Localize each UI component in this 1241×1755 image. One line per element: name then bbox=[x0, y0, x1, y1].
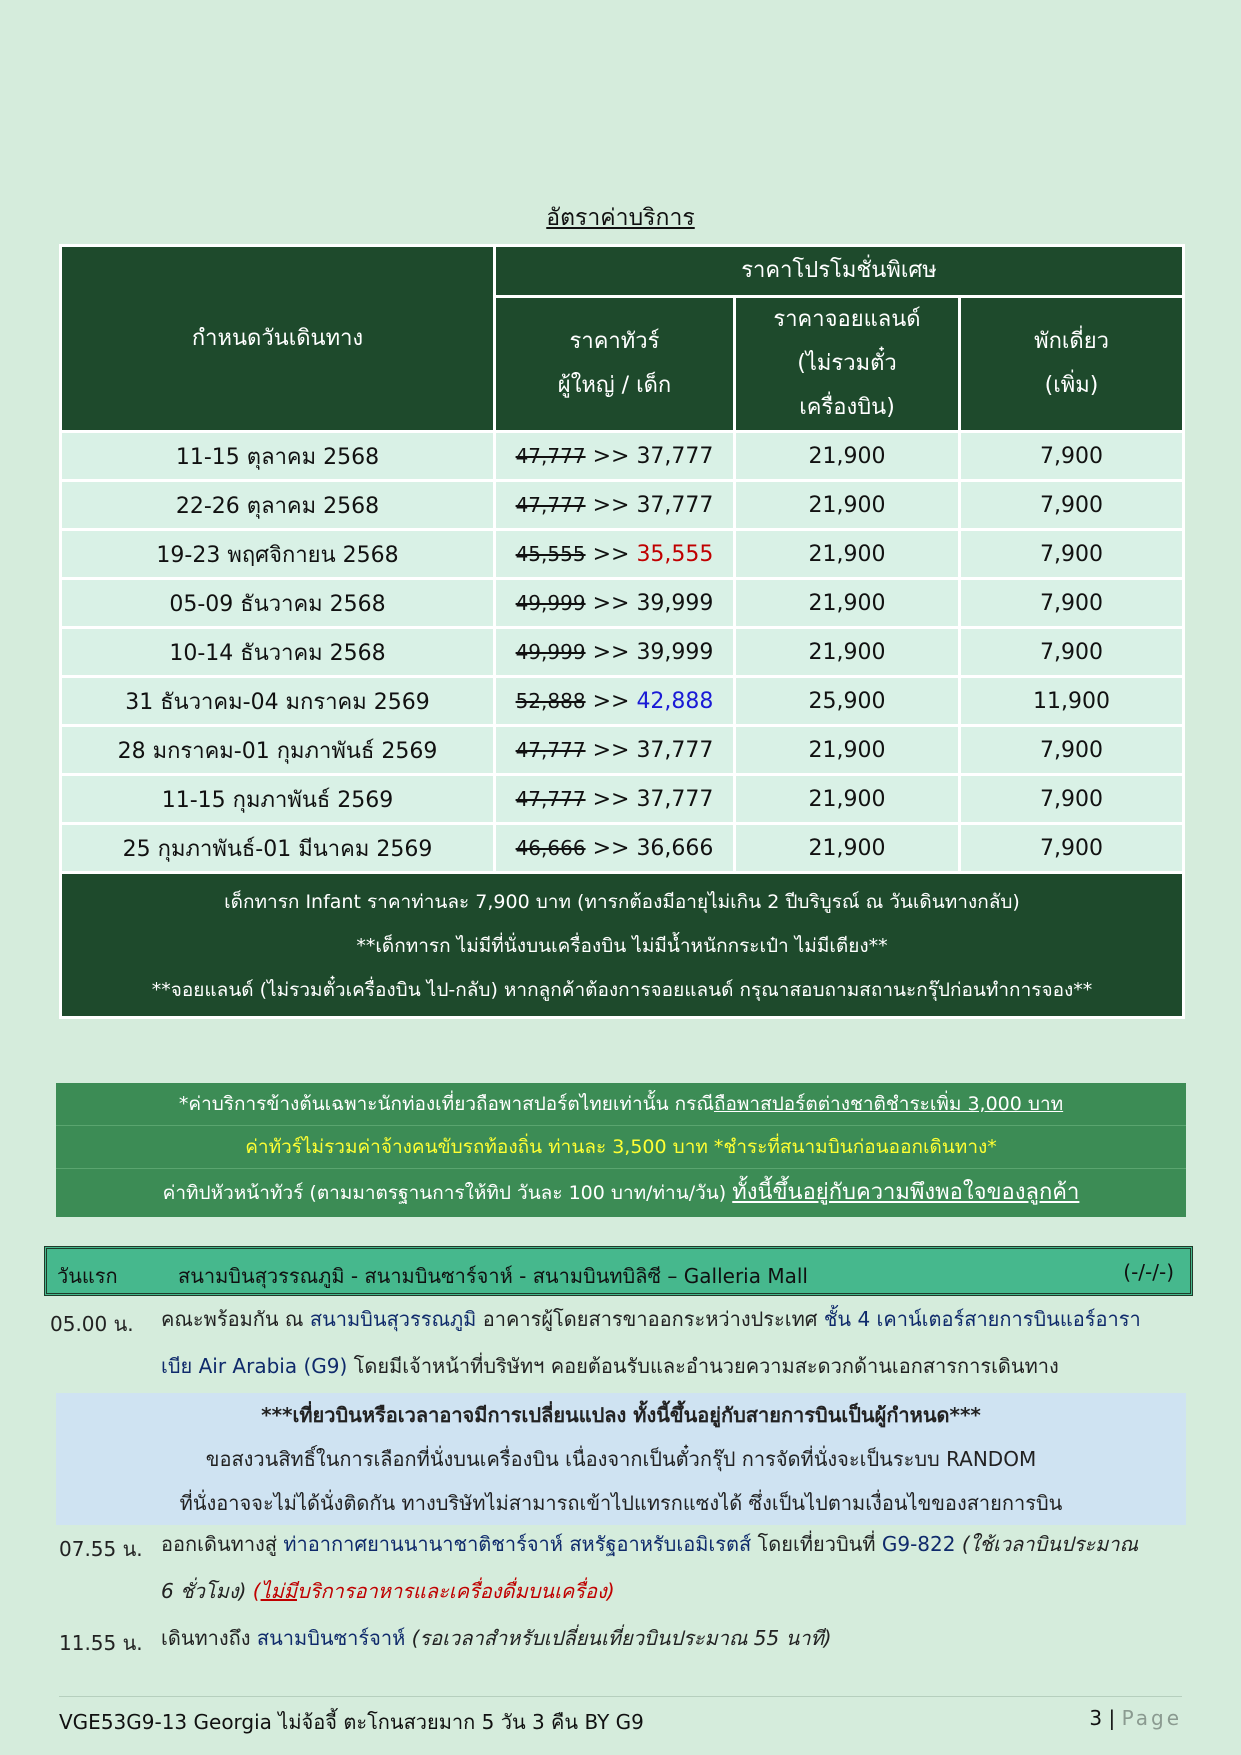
row-joinland: 21,900 bbox=[735, 824, 960, 873]
row-joinland: 21,900 bbox=[735, 481, 960, 530]
day-label: วันแรก bbox=[57, 1264, 118, 1288]
header-travel-date: กำหนดวันเดินทาง bbox=[61, 246, 495, 432]
itinerary-item-0500: คณะพร้อมกัน ณ สนามบินสุวรรณภูมิ อาคารผู้โดยสารขาออกระหว่างประเทศ ชั้น 4 เคาน์เตอร์สายการบินแอร์อารา เบีย Air Arabia (G9) โดยมีเจ้าหน้าที่บริษัทฯ คอยต้อนรับและอำนวยความสะดวกด้านเอกสารการเดินทาง bbox=[161, 1307, 1141, 1378]
row-single: 7,900 bbox=[960, 481, 1184, 530]
old-price: 52,888 bbox=[515, 688, 586, 713]
old-price: 47,777 bbox=[515, 443, 586, 468]
row-joinland: 25,900 bbox=[735, 677, 960, 726]
new-price: 37,777 bbox=[636, 443, 714, 469]
time-0500: 05.00 น. bbox=[50, 1312, 134, 1336]
table-row bbox=[61, 677, 1184, 726]
old-price: 45,555 bbox=[515, 541, 586, 566]
new-price: 39,999 bbox=[636, 639, 714, 665]
row-joinland: 21,900 bbox=[735, 432, 960, 481]
new-price: 42,888 bbox=[636, 688, 714, 714]
row-single: 7,900 bbox=[960, 775, 1184, 824]
day-header bbox=[44, 1246, 1193, 1296]
footer-divider bbox=[59, 1696, 1182, 1697]
conditions-box bbox=[56, 1083, 1186, 1217]
note-infant-seat: **เด็กทารก ไม่มีที่นั่งบนเครื่องบิน ไม่มีน้ำหนักกระเป๋า ไม่มีเตียง** bbox=[356, 935, 888, 957]
row-tour-price: 47,777 >> 37,777 bbox=[495, 432, 735, 481]
new-price: 37,777 bbox=[636, 492, 714, 518]
row-single: 7,900 bbox=[960, 432, 1184, 481]
header-promo: ราคาโปรโมชั่นพิเศษ bbox=[495, 246, 1184, 297]
row-tour-price: 47,777 >> 37,777 bbox=[495, 775, 735, 824]
row-joinland: 21,900 bbox=[735, 726, 960, 775]
row-single: 11,900 bbox=[960, 677, 1184, 726]
row-date: 11-15 กุมภาพันธ์ 2569 bbox=[61, 775, 495, 824]
row-single: 7,900 bbox=[960, 824, 1184, 873]
flight-notice-box bbox=[56, 1393, 1186, 1525]
header-joinland-price: ราคาจอยแลนด์ (ไม่รวมตั๋ว เครื่องบิน) bbox=[735, 297, 960, 432]
note-joinland: **จอยแลนด์ (ไม่รวมตั๋วเครื่องบิน ไป-กลับ) หากลูกค้าต้องการจอยแลนด์ กรุณาสอบถามสถานะกรุ๊ปก่อนทำการจอง** bbox=[151, 979, 1093, 1001]
day-route: สนามบินสุวรรณภูมิ - สนามบินซาร์จาห์ - สนามบินทบิลิซี – Galleria Mall bbox=[178, 1264, 808, 1288]
row-date: 19-23 พฤศจิกายน 2568 bbox=[61, 530, 495, 579]
row-joinland: 21,900 bbox=[735, 628, 960, 677]
table-row bbox=[61, 579, 1184, 628]
row-tour-price: 45,555 >> 35,555 bbox=[495, 530, 735, 579]
row-tour-price: 49,999 >> 39,999 bbox=[495, 579, 735, 628]
row-tour-price: 49,999 >> 39,999 bbox=[495, 628, 735, 677]
notice-seat-together: ที่นั่งอาจจะไม่ได้นั่งติดกัน ทางบริษัทไม่สามารถเข้าไปแทรกแซงได้ ซึ่งเป็นไปตามเงื่อนไขของสายการบิน bbox=[179, 1491, 1063, 1515]
condition-tip: ค่าทิปหัวหน้าทัวร์ (ตามมาตรฐานการให้ทิป วันละ 100 บาท/ท่าน/วัน) ทั้งนี้ขึ้นอยู่กับความพึงพอใจของลูกค้า bbox=[56, 1169, 1186, 1217]
note-infant: เด็กทารก Infant ราคาท่านละ 7,900 บาท (ทารกต้องมีอายุไม่เกิน 2 ปีบริบูรณ์ ณ วันเดินทางกลับ) bbox=[224, 891, 1020, 913]
row-tour-price: 46,666 >> 36,666 bbox=[495, 824, 735, 873]
new-price: 37,777 bbox=[636, 737, 714, 763]
row-date: 10-14 ธันวาคม 2568 bbox=[61, 628, 495, 677]
old-price: 49,999 bbox=[515, 590, 586, 615]
new-price: 36,666 bbox=[636, 835, 714, 861]
table-row bbox=[61, 824, 1184, 873]
header-tour-price: ราคาทัวร์ ผู้ใหญ่ / เด็ก bbox=[495, 297, 735, 432]
row-single: 7,900 bbox=[960, 726, 1184, 775]
condition-passport: *ค่าบริการข้างต้นเฉพาะนักท่องเที่ยวถือพาสปอร์ตไทยเท่านั้น กรณีถือพาสปอร์ตต่างชาติชำระเพิ่ม 3,000 บาท bbox=[56, 1083, 1186, 1126]
condition-driver-fee: ค่าทัวร์ไม่รวมค่าจ้างคนขับรถท้องถิ่น ท่านละ 3,500 บาท *ชำระที่สนามบินก่อนออกเดินทาง* bbox=[56, 1126, 1186, 1169]
row-date: 28 มกราคม-01 กุมภาพันธ์ 2569 bbox=[61, 726, 495, 775]
row-joinland: 21,900 bbox=[735, 530, 960, 579]
table-row bbox=[61, 481, 1184, 530]
old-price: 47,777 bbox=[515, 737, 586, 762]
rate-table bbox=[59, 244, 1185, 1019]
day-meals: (-/-/-) bbox=[1123, 1260, 1174, 1284]
itinerary-item-1155: เดินทางถึง สนามบินซาร์จาห์ (รอเวลาสำหรับเปลี่ยนเที่ยวบินประมาณ 55 นาที) bbox=[161, 1626, 832, 1650]
row-joinland: 21,900 bbox=[735, 579, 960, 628]
time-1155: 11.55 น. bbox=[59, 1631, 143, 1655]
table-row bbox=[61, 726, 1184, 775]
notice-flight-change: ***เที่ยวบินหรือเวลาอาจมีการเปลี่ยนแปลง ทั้งนี้ขึ้นอยู่กับสายการบินเป็นผู้กำหนด*** bbox=[261, 1403, 981, 1427]
new-price: 39,999 bbox=[636, 590, 714, 616]
new-price: 37,777 bbox=[636, 786, 714, 812]
row-tour-price: 52,888 >> 42,888 bbox=[495, 677, 735, 726]
row-single: 7,900 bbox=[960, 579, 1184, 628]
time-0755: 07.55 น. bbox=[59, 1537, 143, 1561]
row-date: 22-26 ตุลาคม 2568 bbox=[61, 481, 495, 530]
row-date: 31 ธันวาคม-04 มกราคม 2569 bbox=[61, 677, 495, 726]
header-single-supplement: พักเดี่ยว (เพิ่ม) bbox=[960, 297, 1184, 432]
row-date: 11-15 ตุลาคม 2568 bbox=[61, 432, 495, 481]
footer-program-code: VGE53G9-13 Georgia ไม่จ้อจี้ ตะโกนสวยมาก 5 วัน 3 คืน BY G9 bbox=[59, 1710, 644, 1734]
row-single: 7,900 bbox=[960, 530, 1184, 579]
table-row bbox=[61, 628, 1184, 677]
old-price: 46,666 bbox=[515, 835, 586, 860]
footer-page-number: 3 | Page bbox=[1089, 1706, 1182, 1730]
itinerary-item-0755: ออกเดินทางสู่ ท่าอากาศยานนานาชาติชาร์จาห์ สหรัฐอาหรับเอมิเรตส์ โดยเที่ยวบินที่ G9-822 (ใช้เวลาบินประมาณ 6 ชั่วโมง) (ไม่มีบริการอาหารและเครื่องดื่มบนเครื่อง) bbox=[161, 1532, 1139, 1603]
page-title: อัตราค่าบริการ bbox=[546, 205, 695, 231]
row-single: 7,900 bbox=[960, 628, 1184, 677]
row-date: 05-09 ธันวาคม 2568 bbox=[61, 579, 495, 628]
notice-seat-random: ขอสงวนสิทธิ์ในการเลือกที่นั่งบนเครื่องบิน เนื่องจากเป็นตั๋วกรุ๊ป การจัดที่นั่งจะเป็นระบบ RANDOM bbox=[205, 1447, 1037, 1471]
table-row bbox=[61, 530, 1184, 579]
table-row bbox=[61, 432, 1184, 481]
row-joinland: 21,900 bbox=[735, 775, 960, 824]
old-price: 47,777 bbox=[515, 786, 586, 811]
row-date: 25 กุมภาพันธ์-01 มีนาคม 2569 bbox=[61, 824, 495, 873]
row-tour-price: 47,777 >> 37,777 bbox=[495, 726, 735, 775]
new-price: 35,555 bbox=[636, 541, 714, 567]
table-row bbox=[61, 775, 1184, 824]
old-price: 47,777 bbox=[515, 492, 586, 517]
old-price: 49,999 bbox=[515, 639, 586, 664]
table-notes bbox=[61, 873, 1184, 1018]
row-tour-price: 47,777 >> 37,777 bbox=[495, 481, 735, 530]
